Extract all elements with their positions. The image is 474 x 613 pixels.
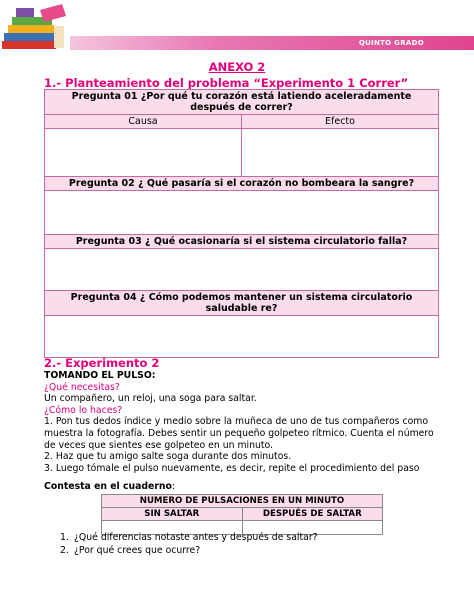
q2-row xyxy=(45,177,439,191)
causa-header: Causa xyxy=(45,115,242,129)
efecto-blank[interactable] xyxy=(242,129,439,177)
q4-row xyxy=(45,291,439,316)
grade-label: QUINTO GRADO xyxy=(358,39,424,47)
q1-text: Pregunta 01 ¿Por qué tu corazón está latiendo aceleradamente después de correr? xyxy=(45,90,439,115)
pulse-header-row xyxy=(102,508,383,521)
section2-title: 2.- Experimento 2 xyxy=(44,356,160,370)
q4-blank[interactable] xyxy=(45,316,439,358)
cause-effect-header xyxy=(45,115,439,129)
pulse-table-title: NUMERO DE PULSACIONES EN UN MINUTO xyxy=(102,495,383,508)
list-item: 2. ¿Por qué crees que ocurre? xyxy=(60,544,201,556)
sin-saltar-header: SIN SALTAR xyxy=(102,508,243,521)
q1-row xyxy=(45,90,439,115)
contesta-colon: : xyxy=(171,481,176,492)
contesta-label: Contesta en el cuaderno xyxy=(44,481,172,492)
final-questions xyxy=(60,532,318,557)
q3-row xyxy=(45,235,439,249)
books-icon xyxy=(0,0,70,55)
q2-blank-row xyxy=(45,191,439,235)
pulse-subtitle: TOMANDO EL PULSO: xyxy=(44,370,156,381)
section1-title: 1.- Planteamiento del problema “Experimento 1 Correr” xyxy=(44,76,409,90)
needs-answer: Un compañero, un reloj, una soga para saltar. xyxy=(44,393,257,405)
needs-question: ¿Qué necesitas? xyxy=(44,381,120,393)
q4-blank-row xyxy=(45,316,439,358)
contesta-line xyxy=(44,481,442,493)
step-3: 3. Luego tómale el pulso nuevamente, es decir, repite el procedimiento del paso xyxy=(44,462,420,474)
section2-body xyxy=(44,370,442,474)
despues-saltar-header: DESPUÉS DE SALTAR xyxy=(242,508,383,521)
step-2: 2. Haz que tu amigo salte soga durante dos minutos. xyxy=(44,451,292,463)
step-1: 1. Pon tus dedos índice y medio sobre la muñeca de uno de tus compañeros como muestra la fotografía. Debes sentir un pequeño golpeteo rítmico. Cuenta el número de veces que sientes ese golpeteo en un minuto. xyxy=(44,416,434,451)
pulse-table xyxy=(101,494,383,535)
q3-text: Pregunta 03 ¿ Qué ocasionaría si el sistema circulatorio falla? xyxy=(45,235,439,249)
list-item: 1. ¿Qué diferencias notaste antes y después de saltar? xyxy=(60,532,318,543)
anexo-title: ANEXO 2 xyxy=(208,60,266,74)
how-question: ¿Cómo lo haces? xyxy=(44,404,123,416)
page-header xyxy=(0,0,474,55)
q2-blank[interactable] xyxy=(45,191,439,235)
q3-blank[interactable] xyxy=(45,249,439,291)
q4-text: Pregunta 04 ¿ Cómo podemos mantener un sistema circulatorio saludable re? xyxy=(45,291,439,316)
causa-blank[interactable] xyxy=(45,129,242,177)
q3-blank-row xyxy=(45,249,439,291)
cause-effect-blank-row xyxy=(45,129,439,177)
questions-table xyxy=(44,89,439,358)
pulse-title-row xyxy=(102,495,383,508)
q2-text: Pregunta 02 ¿ Qué pasaría si el corazón no bombeara la sangre? xyxy=(45,177,439,191)
efecto-header: Efecto xyxy=(242,115,439,129)
